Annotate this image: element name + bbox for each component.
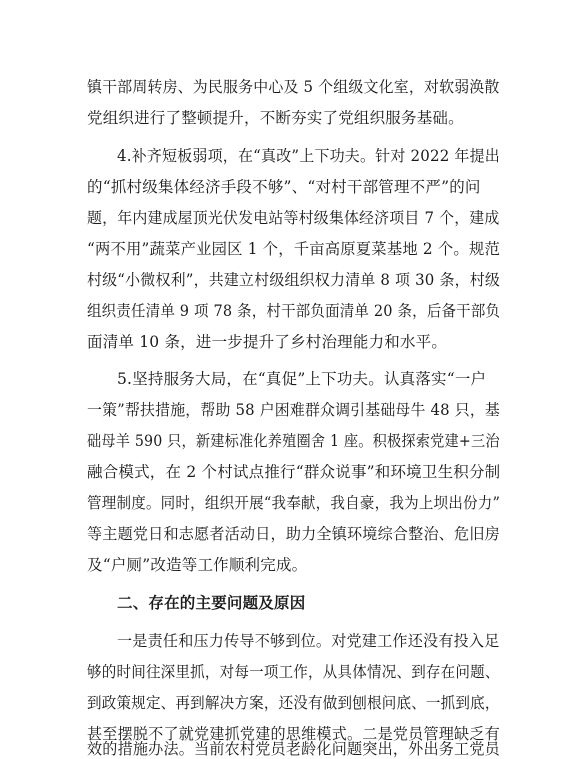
paragraph-start: 一是责任和压力传导不够到位。对党建工作还没有投入足	[117, 632, 500, 650]
text-line: 镇干部周转房、为民服务中心及 5 个组级文化室，对软弱涣散	[87, 78, 500, 96]
text-line: 党组织进行了整顿提升，不断夯实了党组织服务基础。	[87, 109, 464, 127]
text-line: 到政策规定、再到解决方案，还没有做到刨根问底、一抓到底，	[87, 694, 500, 712]
section-heading: 二、存在的主要问题及原因	[117, 593, 306, 612]
text-line: 题，年内建成屋顶光伏发电站等村级集体经济项目 7 个，建成	[87, 209, 500, 227]
text-line: “两不用”蔬菜产业园区 1 个，千亩高原夏菜基地 2 个。规范	[87, 240, 500, 258]
text-line: 甚至摆脱不了就党建抓党建的思维模式。二是党员管理缺乏有	[87, 725, 500, 743]
paragraph-4-start: 4.补齐短板弱项，在“真改”上下功夫。针对 2022 年提出	[117, 147, 500, 165]
text-line: 融合模式，在 2 个村试点推行“群众说事”和环境卫生积分制	[87, 463, 501, 481]
text-line: 及“户厕”改造等工作顺利完成。	[87, 556, 308, 574]
text-line: 一策”帮扶措施，帮助 58 户困难群众调引基础母牛 48 只，基	[87, 401, 500, 419]
text-line: 效的措施办法。当前农村党员老龄化问题突出，外出务工党员	[87, 740, 500, 758]
text-line: 管理制度。同时，组织开展“我奉献，我自豪，我为上坝出份力”	[87, 494, 501, 512]
text-line: 础母羊 590 只，新建标准化养殖圈舍 1 座。积极探索党建+三治	[87, 432, 500, 450]
text-line: 够的时间往深里抓，对每一项工作，从具体情况、到存在问题、	[87, 663, 500, 681]
text-line: 面清单 10 条，进一步提升了乡村治理能力和水平。	[87, 333, 448, 351]
text-line: 的“抓村级集体经济手段不够”、“对村干部管理不严”的问	[87, 178, 481, 196]
text-line: 村级“小微权利”，共建立村级组织权力清单 8 项 30 条，村级	[87, 271, 501, 289]
paragraph-5-start: 5.坚持服务大局，在“真促”上下功夫。认真落实“一户	[117, 370, 487, 388]
text-line: 组织责任清单 9 项 78 条，村干部负面清单 20 条，后备干部负	[87, 302, 501, 320]
text-line: 等主题党日和志愿者活动日，助力全镇环境综合整治、危旧房	[87, 525, 500, 543]
